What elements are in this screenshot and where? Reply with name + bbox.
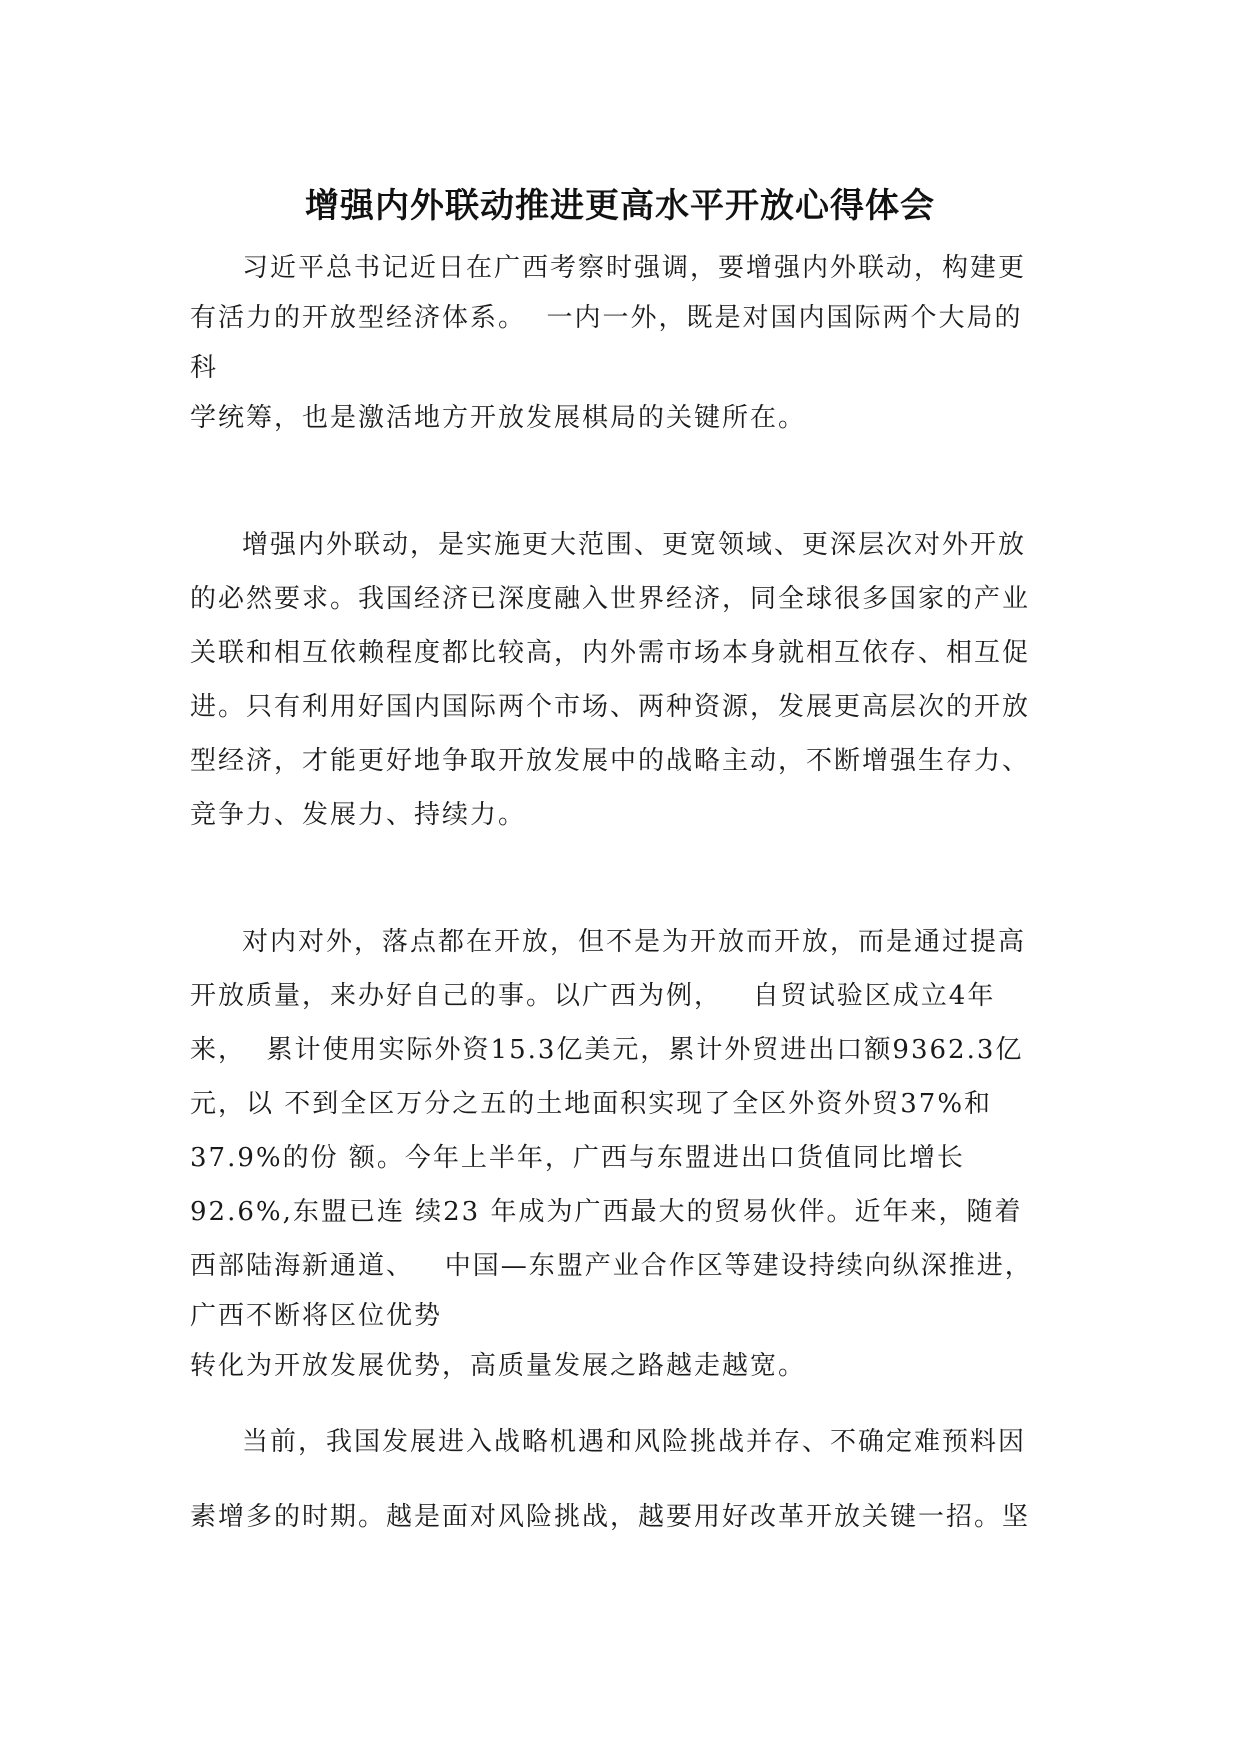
document-title: 增强内外联动推进更高水平开放心得体会 <box>305 186 935 226</box>
paragraph-line: 开放质量，来办好自己的事。以广西为例， 自贸试验区成立4年 <box>190 981 996 1011</box>
paragraph-line: 增强内外联动，是实施更大范围、更宽领域、更深层次对外开放 <box>242 530 1027 560</box>
paragraph-line: 来， 累计使用实际外资15.3亿美元，累计外贸进出口额9362.3亿 <box>190 1035 1024 1065</box>
paragraph-line: 关联和相互依赖程度都比较高，内外需市场本身就相互依存、相互促 <box>190 638 1031 668</box>
paragraph-line: 37.9%的份 额。今年上半年，广西与东盟进出口货值同比增长 <box>190 1143 965 1173</box>
paragraph-line: 学统筹，也是激活地方开放发展棋局的关键所在。 <box>190 403 807 433</box>
paragraph-line: 对内对外，落点都在开放，但不是为开放而开放，而是通过提高 <box>242 927 1027 957</box>
paragraph-line: 习近平总书记近日在广西考察时强调，要增强内外联动，构建更 <box>242 253 1027 283</box>
paragraph-line: 广西不断将区位优势 <box>190 1301 443 1331</box>
paragraph-line: 西部陆海新通道、 中国—东盟产业合作区等建设持续向纵深推进， <box>190 1251 1033 1281</box>
paragraph-line: 科 <box>190 353 219 383</box>
paragraph-line: 元，以 不到全区万分之五的土地面积实现了全区外资外贸37%和 <box>190 1089 993 1119</box>
paragraph-line: 型经济，才能更好地争取开放发展中的战略主动，不断增强生存力、 <box>190 746 1031 776</box>
paragraph-line: 92.6%,东盟已连 续23 年成为广西最大的贸易伙伴。近年来，随着 <box>190 1197 1023 1227</box>
paragraph-line: 有活力的开放型经济体系。 一内一外，既是对国内国际两个大局的 <box>190 303 1023 333</box>
paragraph-line: 素增多的时期。越是面对风险挑战，越要用好改革开放关键一招。坚 <box>190 1502 1031 1532</box>
paragraph-line: 进。只有利用好国内国际两个市场、两种资源，发展更高层次的开放 <box>190 692 1031 722</box>
paragraph-line: 转化为开放发展优势，高质量发展之路越走越宽。 <box>190 1351 807 1381</box>
paragraph-line: 的必然要求。我国经济已深度融入世界经济，同全球很多国家的产业 <box>190 584 1031 614</box>
paragraph-line: 竞争力、发展力、持续力。 <box>190 800 527 830</box>
paragraph-line: 当前，我国发展进入战略机遇和风险挑战并存、不确定难预料因 <box>242 1427 1027 1457</box>
